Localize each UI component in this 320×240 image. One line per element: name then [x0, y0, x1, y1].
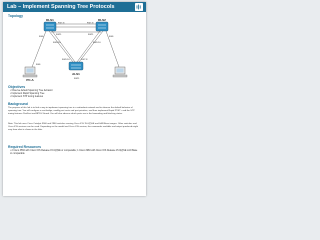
switch-dls1: [44, 19, 56, 31]
list-item: • Observe default Spanning Tree behavior: [10, 90, 138, 93]
port-label: F0/9-10: [93, 42, 101, 44]
topology-diagram: [17, 19, 135, 83]
background-paragraph: The purpose of this lab is to find a way to implement spanning tree in a redundant network and to observe the default behavior of spanning tree. You will configure a root bridge, modify port costs and port priorities, and then implement Rapid PVST+ and the STP tuning features PortFast and BPDU Guard. You will also observe which ports are in the forwarding and blocking states.: [8, 107, 135, 115]
switch-dls2: [96, 19, 108, 31]
port-label: F0/9-10: [53, 42, 61, 44]
section-topology-heading: Topology: [8, 14, 24, 18]
als1-label: ALS1: [72, 72, 80, 76]
port-label: F0/7-8: [87, 22, 94, 25]
port-label: F0/6: [109, 36, 114, 38]
port-label: F0/9-10: [62, 59, 70, 61]
port-label: F0/7-8: [81, 59, 88, 61]
section-objectives-heading: Objectives: [8, 85, 26, 89]
pc-a: [23, 67, 37, 82]
port-label: F0/11: [74, 78, 80, 80]
section-resources-heading: Required Resources: [8, 145, 41, 149]
dls1-label: DLS1: [46, 19, 54, 22]
port-label: F0/6: [39, 36, 44, 38]
document-page: [3, 2, 146, 196]
note-paragraph: Note: This lab uses Cisco Catalyst 3560 and 2960 switches running Cisco IOS 15.0(2)SE and LAN Base images. Other switches and Cisco IOS versions can be used. Depending on the model and Cisco IOS version, the commands available and output produced might vary from what is shown in the labs.: [8, 123, 138, 131]
pc-a-label: PC-A: [26, 78, 34, 82]
list-item: • Implement Rapid Spanning Tree: [10, 93, 138, 96]
resources-list: [10, 150, 138, 156]
port-label: F0/6: [36, 64, 41, 66]
port-label: F0/11: [56, 34, 62, 36]
port-label: F0/7-8: [58, 22, 65, 25]
section-background-heading: Background: [8, 102, 28, 106]
port-label: F0/11: [88, 34, 94, 36]
switch-als1: [69, 62, 83, 76]
cisco-logo-icon: [135, 3, 143, 11]
list-item: • Implement STP tuning features: [10, 96, 138, 99]
objectives-list: [10, 90, 138, 99]
host-right: [113, 67, 127, 77]
page-title: Lab – Implement Spanning Tree Protocols: [7, 4, 115, 10]
dls2-label: DLS2: [98, 19, 106, 22]
list-item: • 2 Cisco 3560 with Cisco IOS Release 15.0(2)SE or comparable; 1 Cisco 2960 with Cisco IOS Release 15.0(2)SE LAN Base or comparable: [10, 150, 138, 156]
